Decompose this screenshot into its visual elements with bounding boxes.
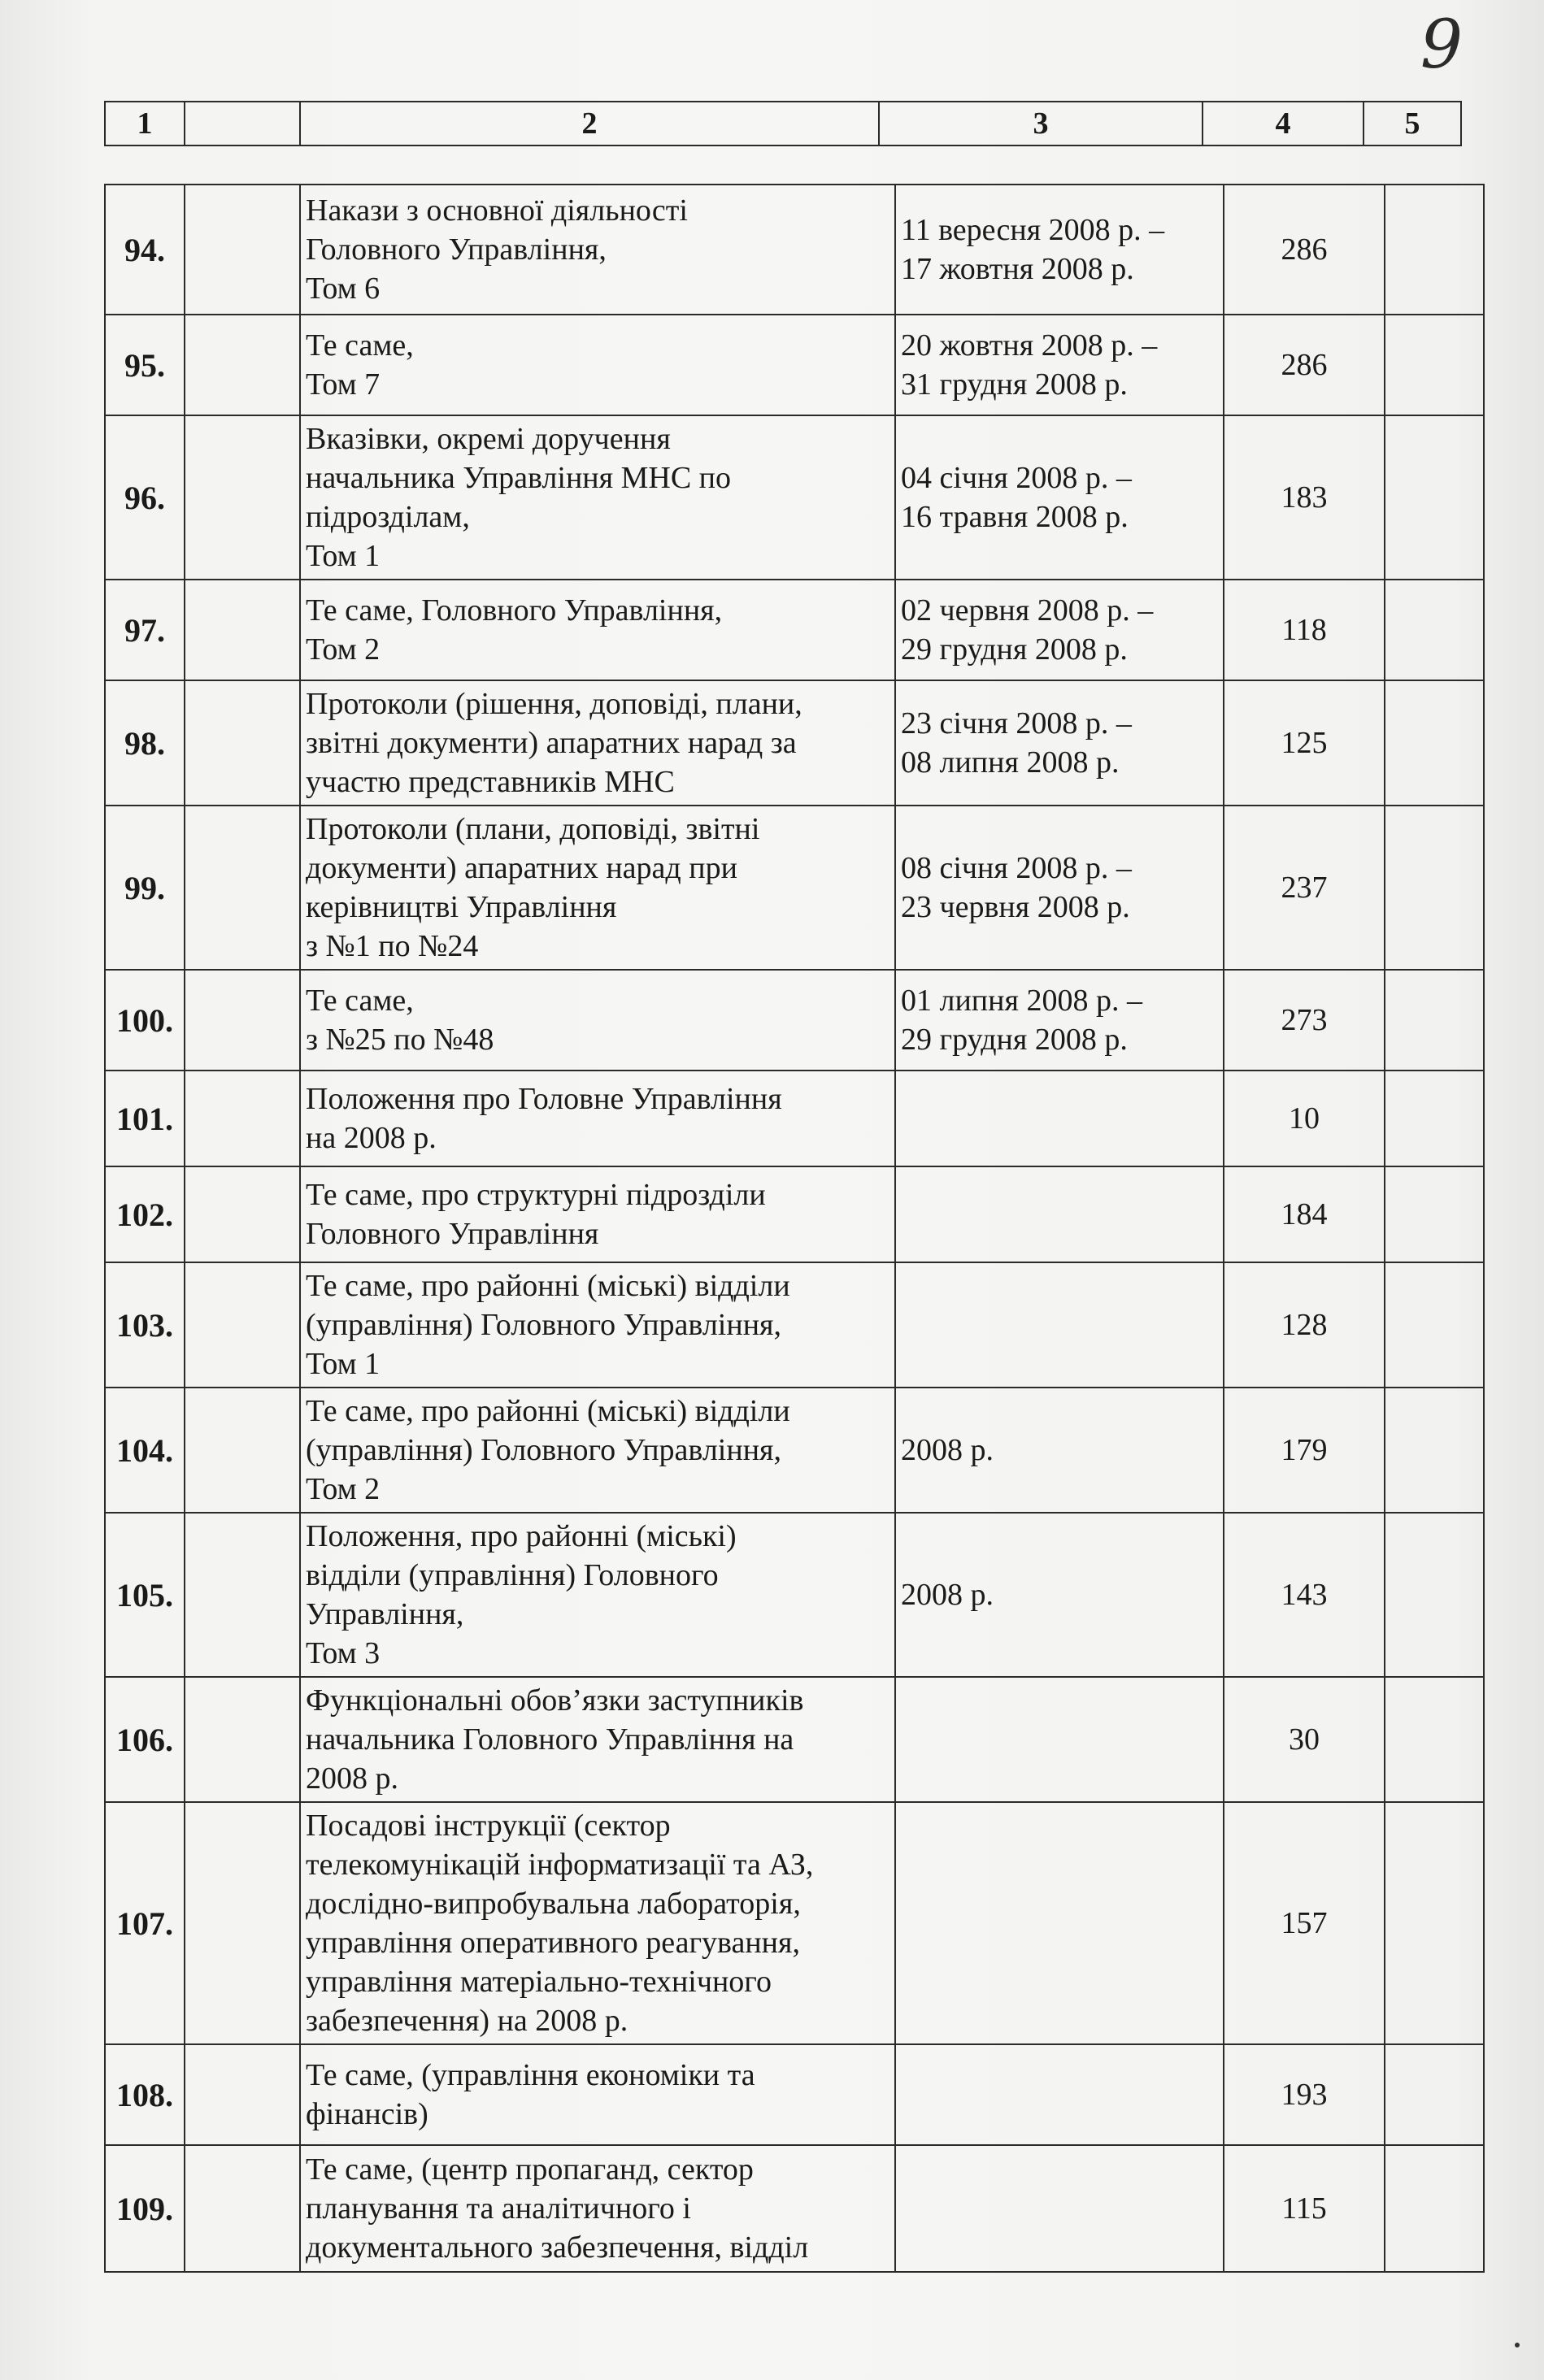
row-blank-cell xyxy=(185,680,300,806)
column-header-table xyxy=(104,101,1462,146)
row-title: Те саме, (центр пропаганд, сектор планування та аналітичного і документального забезпечення, відділ xyxy=(300,2145,895,2272)
row-blank-cell xyxy=(185,1802,300,2044)
row-number: 102. xyxy=(105,1166,185,1262)
row-notes-cell xyxy=(1385,1677,1484,1802)
row-date-range: 23 січня 2008 р. – 08 липня 2008 р. xyxy=(895,680,1224,806)
row-title: Положення, про районні (міські) відділи (управління) Головного Управління, Том 3 xyxy=(300,1513,895,1677)
row-sheet-count: 157 xyxy=(1224,1802,1385,2044)
page-number: 9 xyxy=(1420,7,1463,84)
column-header-4: 4 xyxy=(1203,102,1364,145)
table-row xyxy=(105,1513,1484,1677)
row-notes-cell xyxy=(1385,1513,1484,1677)
row-date-range: 08 січня 2008 р. – 23 червня 2008 р. xyxy=(895,806,1224,970)
row-date-range xyxy=(895,1802,1224,2044)
row-title: Накази з основної діяльності Головного Управління, Том 6 xyxy=(300,185,895,315)
row-number: 108. xyxy=(105,2044,185,2145)
row-date-range: 2008 р. xyxy=(895,1513,1224,1677)
row-notes-cell xyxy=(1385,315,1484,415)
row-notes-cell xyxy=(1385,580,1484,680)
row-title: Вказівки, окремі доручення начальника Управління МНС по підрозділам, Том 1 xyxy=(300,415,895,580)
table-row xyxy=(105,1802,1484,2044)
row-title: Те саме, про структурні підрозділи Головного Управління xyxy=(300,1166,895,1262)
row-notes-cell xyxy=(1385,806,1484,970)
row-number: 98. xyxy=(105,680,185,806)
row-number: 109. xyxy=(105,2145,185,2272)
row-number: 94. xyxy=(105,185,185,315)
row-title: Те саме, з №25 по №48 xyxy=(300,970,895,1071)
table-row xyxy=(105,315,1484,415)
row-blank-cell xyxy=(185,2044,300,2145)
row-sheet-count: 179 xyxy=(1224,1388,1385,1513)
row-number: 100. xyxy=(105,970,185,1071)
column-header-2: 2 xyxy=(300,102,879,145)
row-sheet-count: 183 xyxy=(1224,415,1385,580)
row-notes-cell xyxy=(1385,1071,1484,1166)
row-sheet-count: 118 xyxy=(1224,580,1385,680)
row-blank-cell xyxy=(185,185,300,315)
row-date-range: 2008 р. xyxy=(895,1388,1224,1513)
table-row xyxy=(105,1071,1484,1166)
row-sheet-count: 286 xyxy=(1224,185,1385,315)
row-date-range xyxy=(895,1166,1224,1262)
row-blank-cell xyxy=(185,315,300,415)
column-header-blank xyxy=(185,102,300,145)
table-row xyxy=(105,2044,1484,2145)
row-sheet-count: 10 xyxy=(1224,1071,1385,1166)
row-notes-cell xyxy=(1385,680,1484,806)
row-blank-cell xyxy=(185,415,300,580)
table-row xyxy=(105,970,1484,1071)
table-row xyxy=(105,1166,1484,1262)
row-sheet-count: 125 xyxy=(1224,680,1385,806)
row-notes-cell xyxy=(1385,1262,1484,1388)
row-number: 96. xyxy=(105,415,185,580)
row-sheet-count: 115 xyxy=(1224,2145,1385,2272)
row-number: 107. xyxy=(105,1802,185,2044)
column-header-3: 3 xyxy=(879,102,1203,145)
row-sheet-count: 273 xyxy=(1224,970,1385,1071)
row-sheet-count: 286 xyxy=(1224,315,1385,415)
column-header-row xyxy=(105,102,1461,145)
row-date-range xyxy=(895,2145,1224,2272)
row-notes-cell xyxy=(1385,1166,1484,1262)
table-row xyxy=(105,680,1484,806)
table-row xyxy=(105,2145,1484,2272)
column-header-5: 5 xyxy=(1364,102,1461,145)
row-number: 103. xyxy=(105,1262,185,1388)
table-row xyxy=(105,1677,1484,1802)
row-date-range xyxy=(895,1262,1224,1388)
table-row xyxy=(105,415,1484,580)
row-blank-cell xyxy=(185,1513,300,1677)
row-date-range: 04 січня 2008 р. – 16 травня 2008 р. xyxy=(895,415,1224,580)
row-title: Посадові інструкції (сектор телекомунікацій інформатизації та АЗ, дослідно-випробувальна лабораторія, управління оперативного реагування, управління матеріально-технічного забезпечення) на 2008 р. xyxy=(300,1802,895,2044)
row-blank-cell xyxy=(185,580,300,680)
row-title: Положення про Головне Управління на 2008 р. xyxy=(300,1071,895,1166)
row-number: 106. xyxy=(105,1677,185,1802)
row-blank-cell xyxy=(185,2145,300,2272)
row-notes-cell xyxy=(1385,1388,1484,1513)
row-title: Функціональні обов’язки заступників начальника Головного Управління на 2008 р. xyxy=(300,1677,895,1802)
row-number: 97. xyxy=(105,580,185,680)
row-blank-cell xyxy=(185,1677,300,1802)
row-sheet-count: 237 xyxy=(1224,806,1385,970)
row-title: Те саме, Том 7 xyxy=(300,315,895,415)
row-blank-cell xyxy=(185,1262,300,1388)
row-blank-cell xyxy=(185,1071,300,1166)
row-date-range xyxy=(895,1071,1224,1166)
row-sheet-count: 193 xyxy=(1224,2044,1385,2145)
row-title: Те саме, (управління економіки та фінансів) xyxy=(300,2044,895,2145)
records-table xyxy=(104,184,1485,2273)
row-number: 105. xyxy=(105,1513,185,1677)
row-number: 101. xyxy=(105,1071,185,1166)
row-date-range: 01 липня 2008 р. – 29 грудня 2008 р. xyxy=(895,970,1224,1071)
row-date-range: 02 червня 2008 р. – 29 грудня 2008 р. xyxy=(895,580,1224,680)
row-date-range: 11 вересня 2008 р. – 17 жовтня 2008 р. xyxy=(895,185,1224,315)
row-sheet-count: 128 xyxy=(1224,1262,1385,1388)
row-date-range xyxy=(895,1677,1224,1802)
row-notes-cell xyxy=(1385,415,1484,580)
column-header-1: 1 xyxy=(105,102,185,145)
row-date-range xyxy=(895,2044,1224,2145)
row-notes-cell xyxy=(1385,2044,1484,2145)
table-row xyxy=(105,1262,1484,1388)
row-number: 99. xyxy=(105,806,185,970)
row-blank-cell xyxy=(185,1388,300,1513)
row-blank-cell xyxy=(185,806,300,970)
row-notes-cell xyxy=(1385,2145,1484,2272)
row-sheet-count: 184 xyxy=(1224,1166,1385,1262)
row-title: Те саме, Головного Управління, Том 2 xyxy=(300,580,895,680)
row-notes-cell xyxy=(1385,970,1484,1071)
row-title: Протоколи (рішення, доповіді, плани, звітні документи) апаратних нарад за участю представників МНС xyxy=(300,680,895,806)
row-number: 95. xyxy=(105,315,185,415)
row-number: 104. xyxy=(105,1388,185,1513)
row-notes-cell xyxy=(1385,1802,1484,2044)
row-title: Те саме, про районні (міські) відділи (управління) Головного Управління, Том 1 xyxy=(300,1262,895,1388)
page-mark xyxy=(1515,2343,1520,2347)
table-row xyxy=(105,185,1484,315)
row-blank-cell xyxy=(185,1166,300,1262)
row-notes-cell xyxy=(1385,185,1484,315)
row-blank-cell xyxy=(185,970,300,1071)
table-row xyxy=(105,1388,1484,1513)
row-date-range: 20 жовтня 2008 р. – 31 грудня 2008 р. xyxy=(895,315,1224,415)
row-sheet-count: 30 xyxy=(1224,1677,1385,1802)
row-title: Те саме, про районні (міські) відділи (управління) Головного Управління, Том 2 xyxy=(300,1388,895,1513)
row-sheet-count: 143 xyxy=(1224,1513,1385,1677)
row-title: Протоколи (плани, доповіді, звітні документи) апаратних нарад при керівництві Управління з №1 по №24 xyxy=(300,806,895,970)
table-row xyxy=(105,580,1484,680)
table-row xyxy=(105,806,1484,970)
